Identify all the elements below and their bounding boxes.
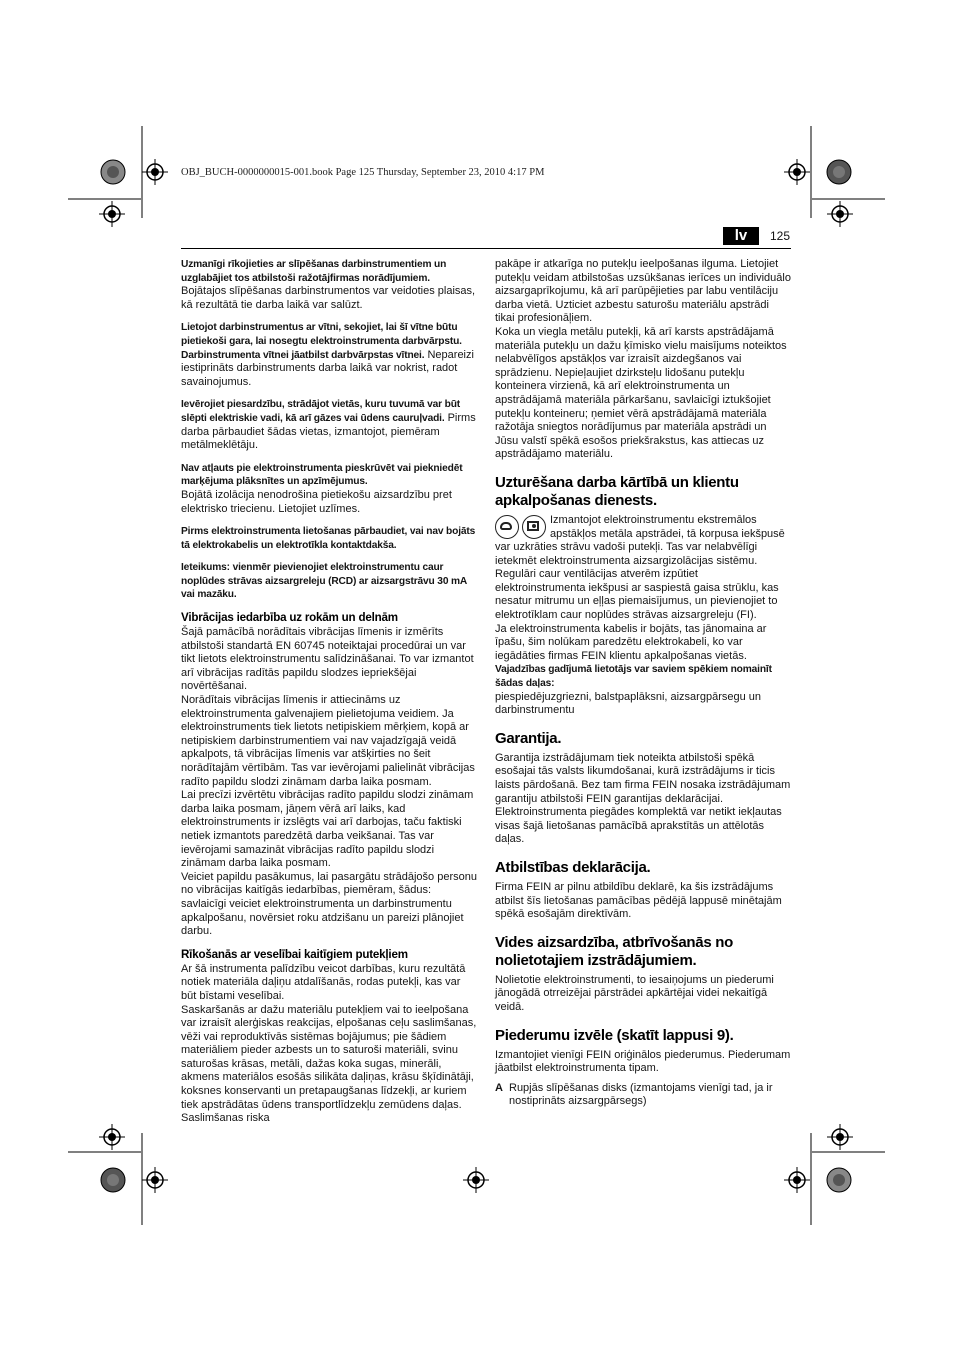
warning-bold: Uzmanīgi rīkojieties ar slīpēšanas darbinstrumentiem un uzglabājiet tos atbilstoši ražotājfirmas norādījumiem. bbox=[181, 259, 447, 284]
warning-bold: Lietojot darbinstrumentus ar vītni, sekojiet, lai šī vītne būtu pietiekoši gara, lai nosegtu elektroinstrumenta darbvārpstu. Darbinstrumenta vītnei jāatbilst darbvārpstas vītnei. bbox=[181, 322, 462, 361]
paragraph: pakāpe ir atkarīga no putekļu ieelpošanas ilguma. Lietojiet putekļu veidam atbilstošas uzsūkšanas ierīces un individuālo aizsargaprīkojumu, kā arī parūpējieties par labu ventilāciju darba vietā. Uzticiet azbestu saturošu materiālu apstrādi tikai profesionāļiem. bbox=[495, 258, 791, 325]
heading-warranty: Garantija. bbox=[495, 729, 562, 747]
color-wheel-icon bbox=[113, 172, 114, 173]
crop-mark-bottom-right bbox=[811, 1133, 812, 1134]
paragraph bbox=[181, 321, 477, 389]
subheading-vibration: Vibrācijas iedarbība uz rokām un delnām bbox=[181, 611, 398, 625]
subheading-dust: Rīkošanās ar veselībai kaitīgiem putekļiem bbox=[181, 947, 408, 961]
registration-target-icon bbox=[840, 1137, 841, 1138]
paragraph: Bojātajos slīpēšanas darbinstrumentos var veidoties plaisas, kā rezultātā tie darba laikā var salūzt. bbox=[181, 285, 476, 311]
registration-target-icon bbox=[155, 1180, 156, 1181]
crop-mark-bottom-right-h bbox=[812, 1152, 813, 1153]
paragraph: Firma FEIN ar pilnu atbildību deklarē, ka šis izstrādājums atbilst šīs lietošanas pamācības pēdējā lappusē minētajām spēkā esošajām direktīvām. bbox=[495, 880, 782, 921]
registration-target-icon bbox=[476, 1180, 477, 1181]
list-text: Rupjās slīpēšanas disks (izmantojams vienīgi tad, ja ir nostiprināts aizsargpārsegs) bbox=[509, 1081, 773, 1108]
language-badge: lv bbox=[723, 227, 759, 245]
warning-bold: Ieteikums: vienmēr pievienojiet elektroinstrumentu caur noplūdes strāvas aizsargreleju (RCD) ar aizsargstrāvu 30 mA vai mazāku. bbox=[181, 562, 467, 601]
crop-mark-bottom-left-h bbox=[68, 1152, 69, 1153]
paragraph: piespiedējuzgriezni, balstpaplāksni, aizsargpārsegu un darbinstrumentu bbox=[495, 690, 761, 717]
crop-mark-top-left-h bbox=[68, 199, 69, 200]
warning-bold: Ievērojiet piesardzību, strādājot vietās, kuru tuvumā var būt slēpti elektriskie vadi, kā arī gāzes vai ūdens cauruļvadi. bbox=[181, 399, 461, 424]
paragraph-text: Pirms darba pārbaudiet šādas vietas, izmantojot, piemēram metālmeklētāju. bbox=[181, 411, 476, 452]
paragraph: Izmantojot elektroinstrumentu ekstremālos apstākļos metāla apstrādei, tā korpusa iekšpusē var uzkrāties strāvu vadoši putekļi. Tas var nelabvēlīgi ietekmēt elektroinstrumenta aizsargizolācijas sistēmu. Regulāri caur ventilācijas atverēm izpūtiet elektroinstrumenta iekšpusi ar saspiestā gaisa strūklu, kas nesatur mitrumu un eļļas piemaisījumus, un pievienojiet to elektrotīklam caur noplūdes strāvas aizsargreleju (FI). bbox=[495, 513, 785, 622]
color-wheel-icon bbox=[113, 1180, 114, 1181]
crop-mark-bottom-left bbox=[142, 1133, 143, 1134]
paragraph: Ja elektroinstrumenta kabelis ir bojāts, tas jānomaina ar īpašu, šim nolūkam paredzētu elektrokabeli, ko var iegādāties firmas FEIN klientu apkalpošanas vietās. bbox=[495, 622, 767, 662]
print-slug: OBJ_BUCH-0000000015-001.book Page 125 Thursday, September 23, 2010 4:17 PM bbox=[181, 167, 545, 178]
paragraph: Lai precīzi izvērtētu vibrācijas radīto papildu slodzi zināmam darba laika posmam, jāņem vērā arī laiks, kad elektroinstruments ir izslēgts vai arī darbojas, taču faktiski netiek izmantots paredzētā darba veikšanai. Tas var ievērojami samazināt vibrācijas radīto papildu slodzi zināmam darba laika posmam. bbox=[181, 789, 474, 870]
paragraph: Bojātā izolācija nenodrošina pietiekošu aizsardzību pret elektrisko triecienu. Lietojiet uzlīmes. bbox=[181, 488, 452, 515]
color-wheel-icon bbox=[839, 1180, 840, 1181]
paragraph: Izmantojiet vienīgi FEIN oriģinālos piederumus. Piederumam jāatbilst elektroinstrumenta tipam. bbox=[495, 1048, 791, 1075]
registration-target-icon bbox=[155, 172, 156, 173]
warning-bold: Vajadzības gadījumā lietotājs var saviem spēkiem nomainīt šādas daļas: bbox=[495, 664, 772, 690]
paragraph: Elektroinstrumenta piegādes komplektā var netikt iekļautas visas šajā lietošanas pamācībā aprakstītās un attēlotās daļas. bbox=[495, 806, 782, 846]
registration-target-icon bbox=[840, 214, 841, 215]
registration-target-icon bbox=[797, 1180, 798, 1181]
paragraph: Šajā pamācībā norādītais vibrācijas līmenis ir izmērīts atbilstoši standartā EN 60745 noteiktajai procedūrai un var tikt lietots elektroinstrumentu salīdzināšanai. To var izmantot arī vibrācijas radītās papildu slodzes iepriekšējai novērtēšanai. bbox=[181, 626, 474, 693]
paragraph: Veiciet papildu pasākumus, lai pasargātu strādājošo personu no vibrācijas kaitīgās iedarbības, piemēram, šādus: savlaicīgi veiciet elektroinstrumenta un darbinstrumentu apkalpošanu, novērsiet roku atdzišanu un pareizi plānojiet darbu. bbox=[181, 870, 477, 938]
paragraph bbox=[181, 398, 477, 452]
wear-mask-icon bbox=[495, 515, 519, 539]
left-column bbox=[181, 258, 477, 1126]
warning-bold: Pirms elektroinstrumenta lietošanas pārbaudiet, vai nav bojāts tā elektrokabelis un elektrotīkla kontaktdakša. bbox=[181, 526, 476, 551]
header-rule bbox=[181, 248, 791, 249]
heading-conformity: Atbilstības deklarācija. bbox=[495, 858, 651, 876]
color-wheel-icon bbox=[839, 172, 840, 173]
paragraph: Saskaršanās ar dažu materiālu putekļiem vai to ieelpošana var izraisīt alerģiskas reakcijas, elpošanas ceļu saslimšanas, vēži vai reproduktīvās sistēmas bojājumus; pie šādiem materiāliem pieder azbests un to saturoši materiāli, svinu saturošas krāsas, metāli, dažas koka sugas, minerāli, akmens materiālos esošās silikāta daļiņas, krāsu šķīdinātāji, koksnes konservanti un pretapaugšanas līdzekļi, ar kuriem tiek apstrādātas ūdens transportlīdzekļu zemūdens daļas. Saslimšanas riska bbox=[181, 1003, 477, 1125]
registration-target-icon bbox=[797, 172, 798, 173]
crop-mark-top-right-h bbox=[812, 199, 813, 200]
heading-service: Uzturēšana darba kārtībā un klientu apkalpošanas dienests. bbox=[495, 473, 739, 509]
service-block bbox=[495, 514, 791, 623]
paragraph: Koka un viegla metālu putekļi, kā arī karsts apstrādājamā materiāla putekļu un dažu ķīmisko vielu maisījums noteiktos nelabvēlīgos apstākļos var izraisīt aizdegšanos vai sprādzienu. Nepieļaujiet dzirksteļu lidošanu putekļu konteinera virzienā, kā arī elektroinstrumenta un apstrādājamā materiāla pārkaršanu, savlaicīgi iztukšojiet putekļu konteineru; ņemiet vērā apstrādājamā materiāla ražotāja sniegtos norādījumus par materiāla apstrādi un Jūsu valstī spēkā esošos priekšrakstus, kas attiecas uz apstrādājamo materiālu. bbox=[495, 325, 787, 461]
registration-target-icon bbox=[112, 214, 113, 215]
safety-icons bbox=[495, 515, 547, 539]
read-manual-icon bbox=[522, 515, 546, 539]
paragraph: Norādītais vibrācijas līmenis ir attiecināms uz elektroinstrumenta galvenajiem pielietojuma veidiem. Ja elektroinstruments tiek lietots netipiskiem mērķiem, kopā ar netipiskiem darbinstrumentiem vai nav vajadzīgajā veidā apkalpots, tā vibrācijas līmenis var atšķirties no šeit norādītajām vērtībām. Tas var ievērojami palielināt vibrācijas radīto papildu slodzi zināmam darba laika posmam. bbox=[181, 694, 475, 788]
paragraph: Garantija izstrādājumam tiek noteikta atbilstoši spēkā esošajai tās valsts likumdošanai, kurā izstrādājums ir ticis laists pārdošanā. Bez tam firma FEIN nosaka izstrādājumam garantiju atbilstoši FEIN garantijas deklarācijai. bbox=[495, 751, 791, 805]
crop-mark-top-left bbox=[142, 126, 143, 127]
heading-accessories: Piederumu izvēle (skatīt lappusi 9). bbox=[495, 1026, 734, 1044]
list-item bbox=[495, 1082, 791, 1109]
paragraph: Nolietotie elektroinstrumenti, to iesaiņojums un piederumi jānogādā otrreizējai pārstrādei apkārtējai videi nekaitīgā veidā. bbox=[495, 973, 774, 1013]
right-column bbox=[495, 258, 791, 1109]
page-number: 125 bbox=[770, 229, 791, 243]
heading-environment: Vides aizsardzība, atbrīvošanās no nolietotajiem izstrādājumiem. bbox=[495, 933, 733, 969]
registration-target-icon bbox=[112, 1137, 113, 1138]
paragraph: Ar šā instrumenta palīdzību veicot darbības, kuru rezultātā notiek materiāla daļiņu atdalīšanās, rodas putekļi, kas var būt bīstami veselībai. bbox=[181, 962, 466, 1002]
crop-mark-top-right bbox=[811, 126, 812, 127]
list-key: A bbox=[495, 1081, 503, 1094]
paragraph-text: Nepareizi iestiprināts darbinstruments darba laikā var nokrist, radot savainojumus. bbox=[181, 348, 474, 388]
warning-bold: Nav atļauts pie elektroinstrumenta pieskrūvēt vai piekniedēt marķējuma plāksnītes un apzīmējumus. bbox=[181, 462, 463, 488]
